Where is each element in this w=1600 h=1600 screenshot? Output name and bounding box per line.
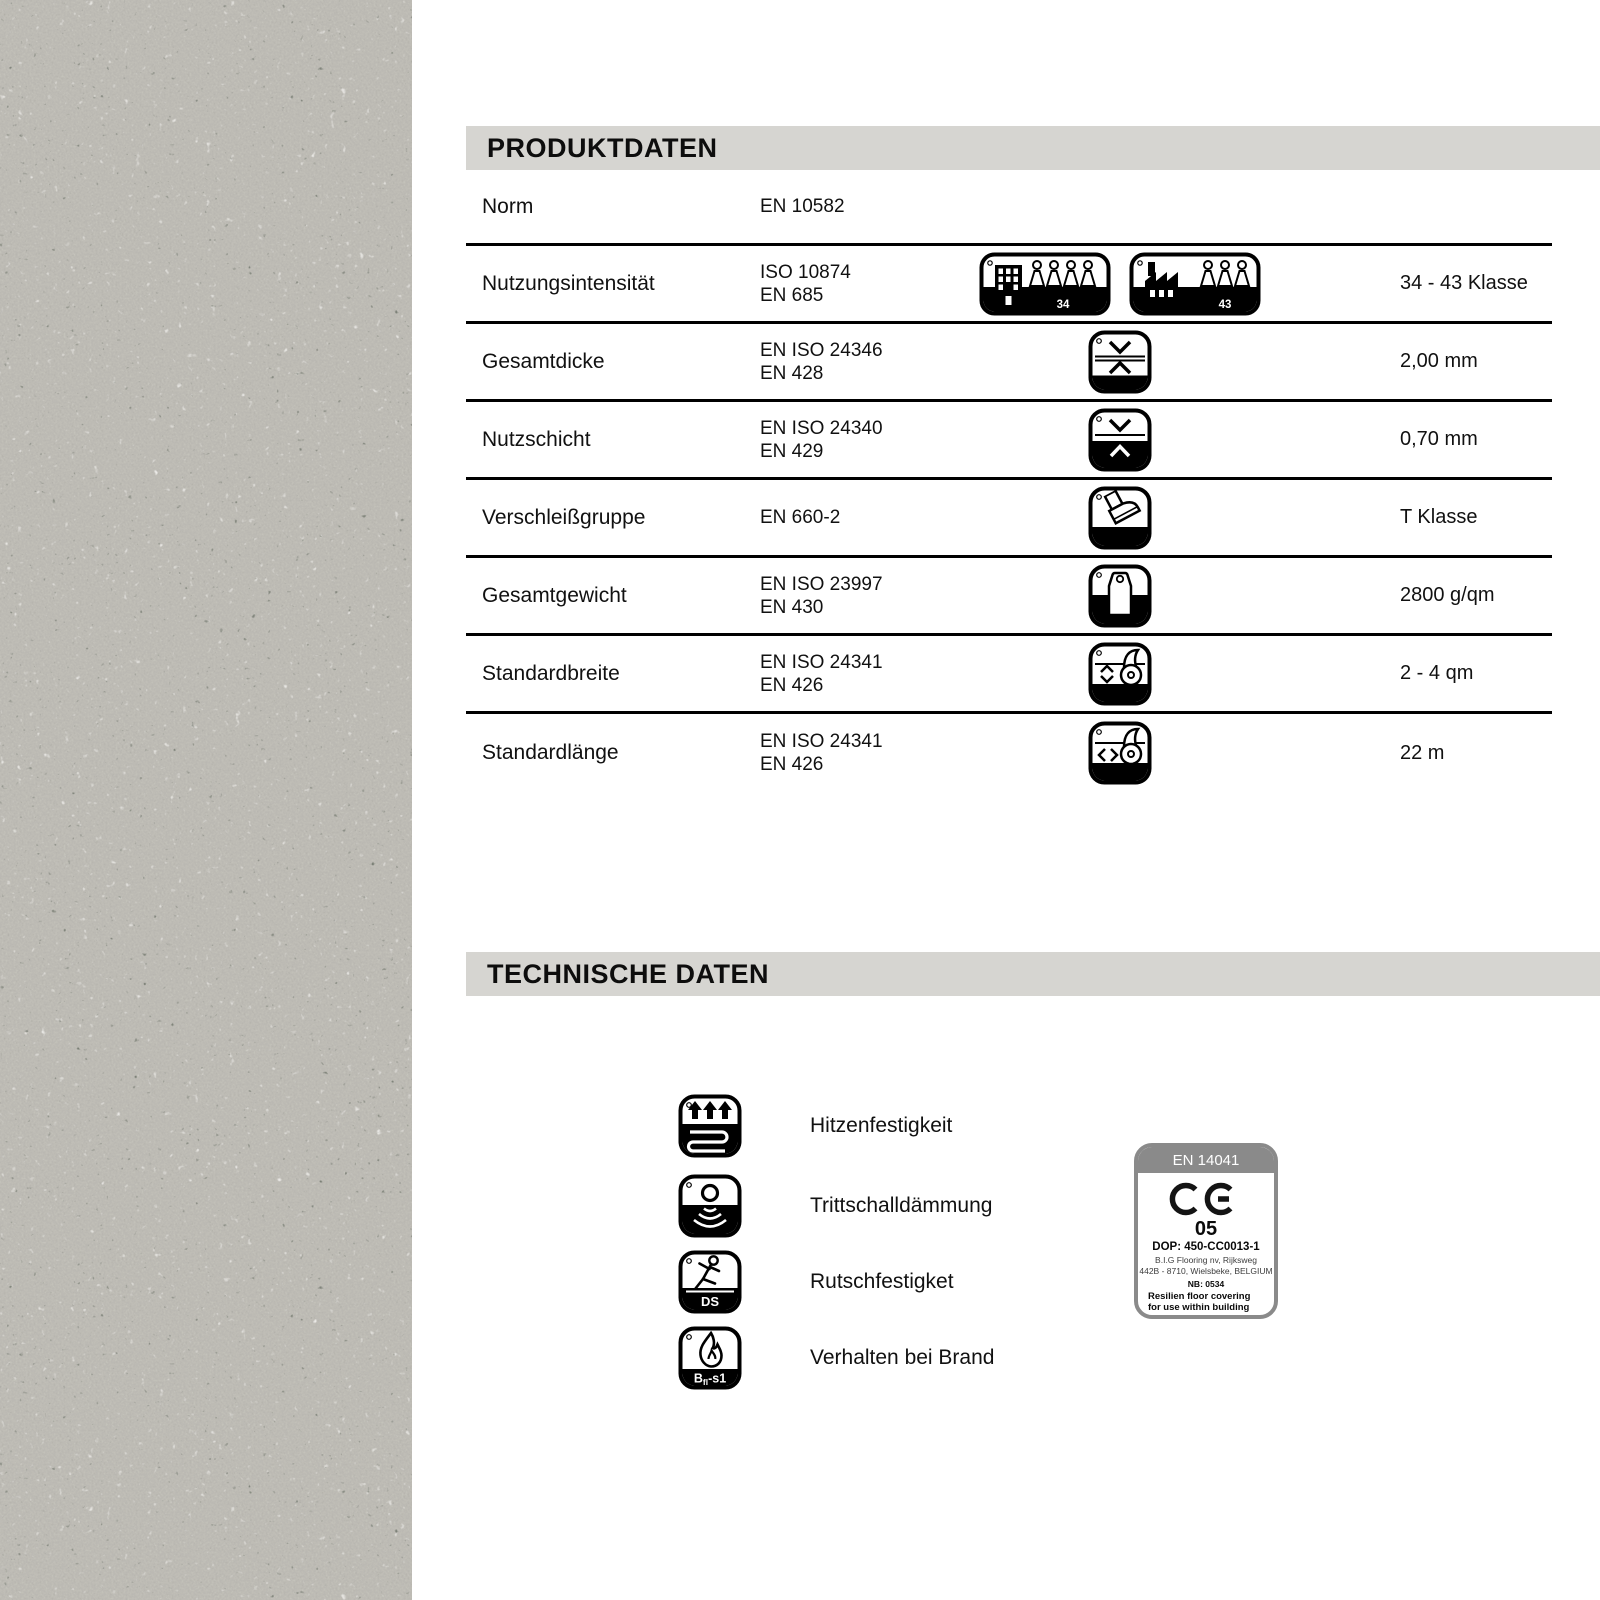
- total-thickness-icon: [1088, 330, 1152, 394]
- slip-class-text: DS: [700, 1294, 720, 1309]
- usage-class-number: 34: [1056, 298, 1070, 311]
- row-norm-line: EN ISO 24340: [760, 417, 883, 439]
- row-label: Nutzungsintensität: [482, 271, 655, 295]
- row-label: Verschleißgruppe: [482, 505, 646, 529]
- row-norm-line: EN 10582: [760, 196, 845, 217]
- produktdaten-title: PRODUKTDATEN: [487, 132, 718, 163]
- table-row-verschleissgruppe: [466, 480, 1552, 558]
- ce-mark-icon: [1167, 1180, 1245, 1218]
- row-norm-line: EN 685: [760, 284, 824, 306]
- row-norm-line: EN 430: [760, 596, 824, 618]
- fire-behavior-label: Verhalten bei Brand: [810, 1346, 995, 1369]
- row-label: Standardlänge: [482, 741, 619, 764]
- row-label: Gesamtdicke: [482, 349, 605, 373]
- row-norm-line: ISO 10874: [760, 261, 851, 283]
- impact-sound-icon: [678, 1174, 742, 1238]
- table-row-standardlaenge: [466, 714, 1552, 792]
- commercial-building-glyph: [995, 265, 1022, 305]
- ce-dop-number: DOP: 450-CC0013-1: [1152, 1241, 1260, 1253]
- row-norm-line: EN 428: [760, 362, 824, 384]
- row-value: 0,70 mm: [1400, 428, 1478, 450]
- ce-address-line2: 442B - 8710, Wielsbeke, BELGIUM: [1139, 1265, 1273, 1276]
- svg-text:Bfl-s1: [694, 1372, 726, 1388]
- ce-description: Resilien floor covering for use within building: [1148, 1291, 1251, 1313]
- technische-daten-header: [466, 952, 1600, 996]
- wear-layer-icon: [1088, 408, 1152, 472]
- table-row-gesamtdicke: [466, 324, 1552, 402]
- row-norm-line: EN ISO 24346: [760, 339, 883, 361]
- usage-class-34-badge-icon: [979, 252, 1111, 316]
- technische-item-fire: [678, 1326, 994, 1390]
- row-norm-line: EN ISO 24341: [760, 731, 883, 752]
- row-label: Gesamtgewicht: [482, 583, 627, 607]
- roll-length-icon: [1088, 721, 1152, 785]
- row-value: 22 m: [1400, 741, 1445, 764]
- ce-certification-label: [1134, 1143, 1278, 1319]
- row-label: Nutzschicht: [482, 427, 591, 451]
- row-value: 2 - 4 qm: [1400, 662, 1474, 684]
- fire-class-main: B: [693, 1371, 703, 1386]
- row-norm-line: EN ISO 23997: [760, 573, 883, 595]
- flooring-sample-image: [0, 0, 412, 1600]
- ce-year: 05: [1194, 1218, 1218, 1240]
- fire-class-sub: fl: [702, 1377, 709, 1387]
- table-row-nutzungsintensitaet: [466, 246, 1552, 324]
- row-norm-line: EN 429: [760, 440, 824, 462]
- row-norm-line: EN 426: [760, 674, 824, 696]
- total-weight-icon: [1088, 564, 1152, 628]
- heat-resistance-label: Hitzenfestigkeit: [810, 1114, 953, 1137]
- table-row-nutzschicht: [466, 402, 1552, 480]
- usage-class-43-badge-icon: [1129, 252, 1261, 316]
- row-value: 2800 g/qm: [1400, 584, 1495, 606]
- row-norm-line: EN 660-2: [760, 507, 841, 528]
- slip-resistance-label: Rutschfestigket: [810, 1270, 954, 1293]
- people-glyph: [1201, 261, 1249, 286]
- roll-width-icon: [1088, 642, 1152, 706]
- row-label: Norm: [482, 194, 534, 218]
- row-value: 34 - 43 Klasse: [1400, 272, 1528, 294]
- table-row-norm: [466, 170, 1552, 246]
- fire-behavior-icon: [678, 1326, 742, 1390]
- technische-item-sound: [678, 1174, 992, 1238]
- usage-class-number: 43: [1218, 298, 1232, 311]
- row-value: T Klasse: [1400, 506, 1478, 528]
- row-value: 2,00 mm: [1400, 350, 1478, 372]
- row-label: Standardbreite: [482, 661, 620, 685]
- impact-sound-label: Trittschalldämmung: [810, 1194, 993, 1217]
- ce-address-line1: B.I.G Flooring nv, Rijksweg: [1155, 1255, 1257, 1265]
- produktdaten-table: [466, 170, 1552, 792]
- row-norm-line: EN 426: [760, 754, 824, 775]
- technische-item-slip: [678, 1250, 954, 1314]
- table-row-gesamtgewicht: [466, 558, 1552, 636]
- wear-group-shoe-icon: [1088, 486, 1152, 550]
- produktdaten-header: [466, 126, 1600, 170]
- technische-daten-title: TECHNISCHE DATEN: [487, 958, 770, 989]
- table-row-standardbreite: [466, 636, 1552, 714]
- ce-standard: EN 14041: [1138, 1147, 1274, 1173]
- slip-resistance-icon: [678, 1250, 742, 1314]
- row-norm-line: EN ISO 24341: [760, 651, 883, 673]
- heat-resistance-icon: [678, 1094, 742, 1158]
- fire-class-tail: -s1: [708, 1371, 727, 1386]
- technische-item-heat: [678, 1094, 952, 1158]
- ce-notified-body: NB: 0534: [1187, 1279, 1225, 1289]
